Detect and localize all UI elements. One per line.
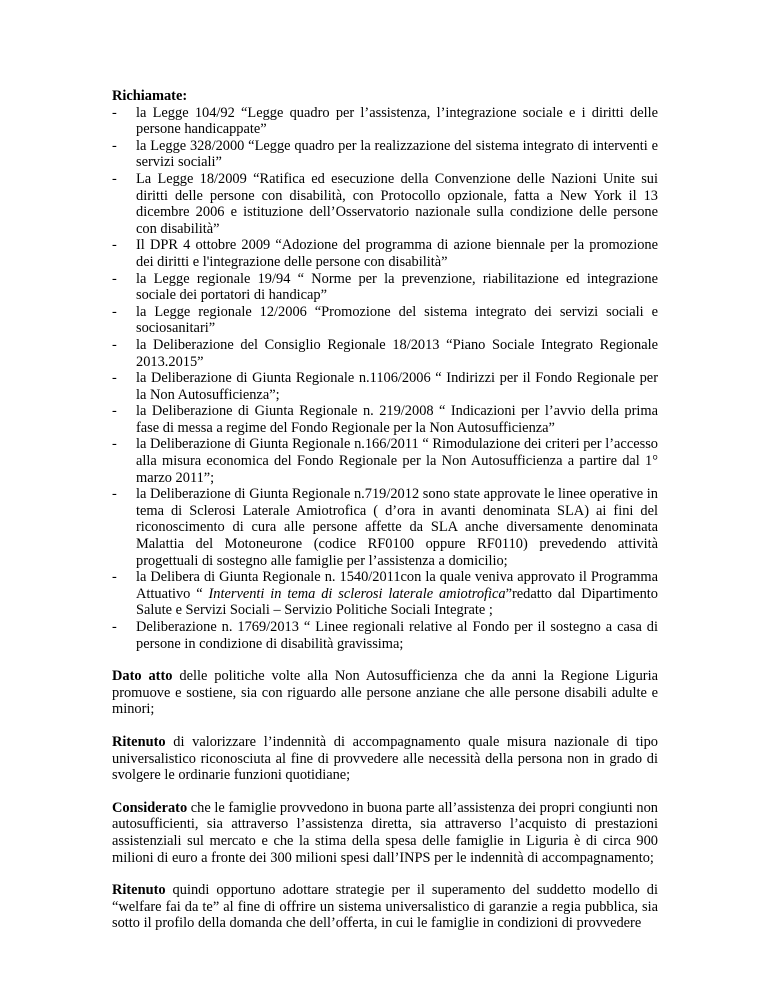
list-item-text: la Legge regionale 12/2006 “Promozione del sistema integrato dei servizi sociali e sociosanitari”: [136, 303, 658, 337]
list-item: [112, 105, 658, 138]
list-item: [112, 304, 658, 337]
paragraph-lead: Ritenuto: [112, 882, 166, 899]
bullet-dash: -: [112, 237, 117, 254]
bullet-dash: -: [112, 486, 117, 503]
bullet-dash: -: [112, 170, 117, 187]
paragraph-text: delle politiche volte alla Non Autosufficienza che da anni la Regione Liguria promuove e sostiene, sia con riguardo alle persone anziane che alle persone disabili adulte e minori;: [112, 668, 658, 718]
list-item-text: la Legge 104/92 “Legge quadro per l’assistenza, l’integrazione sociale e i diritti delle persone handicappate”: [136, 104, 658, 138]
bullet-dash: -: [112, 104, 117, 121]
list-item: [112, 370, 658, 403]
list-item: [112, 237, 658, 270]
paragraph-text: di valorizzare l’indennità di accompagnamento quale misura nazionale di tipo universalistico riconosciuta al fine di provvedere alle necessità della persona non in grado di svolgere le ordinarie funzioni quotidiane;: [112, 733, 658, 784]
bullet-dash: -: [112, 370, 117, 387]
list-item-text: la Deliberazione di Giunta Regionale n.166/2011 “ Rimodulazione dei criteri per l’accesso alla misura economica del Fondo Regionale per la Non Autosufficienza a partire dal 1° marzo 2011”;: [136, 436, 658, 486]
list-item: [112, 486, 658, 569]
list-item-text: Il DPR 4 ottobre 2009 “Adozione del programma di azione biennale per la promozione dei diritti e l'integrazione delle persone con disabilità”: [136, 237, 658, 270]
bullet-dash: -: [112, 303, 117, 320]
bullet-dash: -: [112, 619, 117, 635]
paragraph-dato-atto: [112, 668, 658, 718]
list-item: [112, 271, 658, 304]
bullet-dash: -: [112, 436, 117, 453]
paragraph-lead: Considerato: [112, 799, 188, 816]
references-list: [112, 105, 658, 653]
paragraph-lead: Dato atto: [112, 668, 173, 685]
list-item-text: la Deliberazione di Giunta Regionale n.719/2012 sono state approvate le linee operative in tema di Sclerosi Laterale Amiotrofica ( d’ora in avanti denominata SLA) ai fini del riconoscimento di cura alle persone affette da SLA anche diversamente denominata Malattia del Motoneurone (codice RF0100 oppure RF0110) prevedendo attività progettuali di sostegno alle famiglie per l’assistenza a domicilio;: [136, 486, 658, 569]
paragraph-lead: Ritenuto: [112, 733, 166, 750]
paragraph-considerato: [112, 800, 658, 866]
paragraph-text: che le famiglie provvedono in buona parte all’assistenza dei propri congiunti non autosufficienti, sia attraverso l’assistenza diretta, sia attraverso l’acquisto di prestazioni assistenziali sul mercato e che la stima della spesa delle famiglie in Liguria è di circa 900 milioni di euro a fronte dei 300 milioni spesi dall’INPS per le indennità di accompagnamento;: [112, 799, 658, 866]
list-item-text: la Legge regionale 19/94 “ Norme per la prevenzione, riabilitazione ed integrazione sociale dei portatori di handicap”: [136, 270, 658, 304]
list-item: [112, 436, 658, 486]
list-item: [112, 403, 658, 436]
list-item: [112, 171, 658, 237]
bullet-dash: -: [112, 403, 117, 420]
bullet-dash: -: [112, 270, 117, 287]
list-item: [112, 138, 658, 171]
list-item-text: la Deliberazione di Giunta Regionale n. 219/2008 “ Indicazioni per l’avvio della prima fase di messa a regime del Fondo Regionale per la Non Autosufficienza”: [136, 403, 658, 436]
list-item-text-italic: Interventi in tema di sclerosi laterale amiotrofica: [208, 585, 506, 602]
list-item-text: Deliberazione n. 1769/2013 “ Linee regionali relative al Fondo per il sostegno a casa di persone in condizione di disabilità gravissima;: [136, 619, 658, 652]
paragraph-text: quindi opportuno adottare strategie per il superamento del suddetto modello di “welfare fai da te” al fine di offrire un sistema universalistico di garanzie a regia pubblica, sia sotto il profilo della domanda che dell’offerta, in cui le famiglie in condizioni di provvedere: [112, 882, 658, 932]
paragraph-ritenuto: [112, 734, 658, 784]
list-item-text: la Deliberazione del Consiglio Regionale 18/2013 “Piano Sociale Integrato Regionale 2013.2015”: [136, 336, 658, 370]
list-item: [112, 619, 658, 652]
list-item-text: La Legge 18/2009 “Ratifica ed esecuzione della Convenzione delle Nazioni Unite sui diritti delle persone con disabilità, con Protocollo opzionale, fatta a New York il 13 dicembre 2006 e istituzione dell’Osservatorio nazionale sulla condizione delle persone con disabilità”: [136, 170, 658, 237]
list-item-text-start: la Delibera di Giunta Regionale n. 1540/2011con la quale veniva approvato il Programma Attuativo “: [136, 569, 658, 602]
list-item-text-end: ”redatto dal Dipartimento Salute e Servizi Sociali – Servizio Politiche Sociali Integrate ;: [136, 585, 658, 619]
bullet-dash: -: [112, 137, 117, 154]
section-heading: Richiamate:: [112, 88, 188, 104]
list-item: [112, 569, 658, 619]
paragraph-ritenuto-quindi: [112, 882, 658, 932]
list-item: [112, 337, 658, 370]
bullet-dash: -: [112, 569, 117, 586]
list-item-text: la Legge 328/2000 “Legge quadro per la realizzazione del sistema integrato di interventi e servizi sociali”: [136, 137, 658, 171]
bullet-dash: -: [112, 336, 117, 353]
list-item-text: la Deliberazione di Giunta Regionale n.1106/2006 “ Indirizzi per il Fondo Regionale per la Non Autosufficienza”;: [136, 370, 658, 403]
